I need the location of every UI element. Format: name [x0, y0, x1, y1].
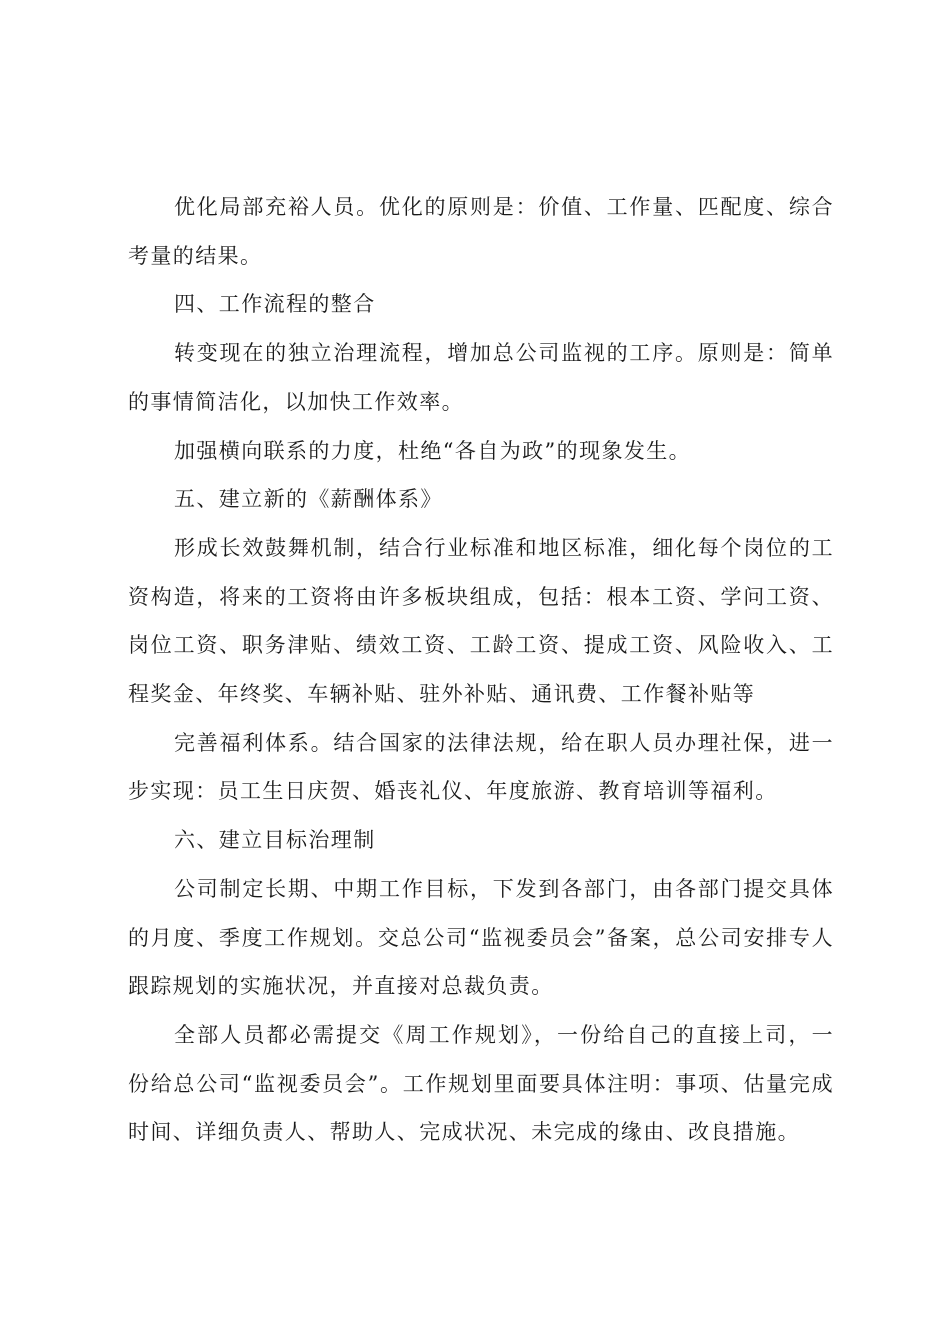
paragraph-process-change: 转变现在的独立治理流程，增加总公司监视的工序。原则是：简单的事情简洁化，以加快工作效率。 [128, 341, 834, 414]
paragraph-horizontal-links: 加强横向联系的力度，杜绝“各自为政”的现象发生。 [174, 438, 692, 463]
heading-salary-system: 五、建立新的《薪酬体系》 [174, 487, 443, 512]
paragraph-salary-structure: 形成长效鼓舞机制，结合行业标准和地区标准，细化每个岗位的工资构造，将来的工资将由许多板块组成，包括：根本工资、学问工资、岗位工资、职务津贴、绩效工资、工龄工资、提成工资、风险收入、工程奖金、年终奖、车辆补贴、驻外补贴、通讯费、工作餐补贴等 [128, 535, 834, 707]
heading-workflow-integration: 四、工作流程的整合 [174, 292, 376, 317]
paragraph-welfare-system: 完善福利体系。结合国家的法律法规，给在职人员办理社保，进一步实现：员工生日庆贺、婚丧礼仪、年度旅游、教育培训等福利。 [128, 730, 834, 804]
paragraph-staff-optimization: 优化局部充裕人员。优化的原则是：价值、工作量、匹配度、综合考量的结果。 [128, 195, 834, 268]
paragraph-company-goals: 公司制定长期、中期工作目标，下发到各部门，由各部门提交具体的月度、季度工作规划。交总公司“监视委员会”备案，总公司安排专人跟踪规划的实施状况，并直接对总裁负责。 [128, 876, 834, 999]
heading-target-management: 六、建立目标治理制 [174, 828, 376, 853]
document-body [128, 183, 834, 1157]
paragraph-weekly-plan: 全部人员都必需提交《周工作规划》，一份给自己的直接上司，一份给总公司“监视委员会”。工作规划里面要具体注明：事项、估量完成时间、详细负责人、帮助人、完成状况、未完成的缘由、改良措施。 [128, 1022, 834, 1145]
